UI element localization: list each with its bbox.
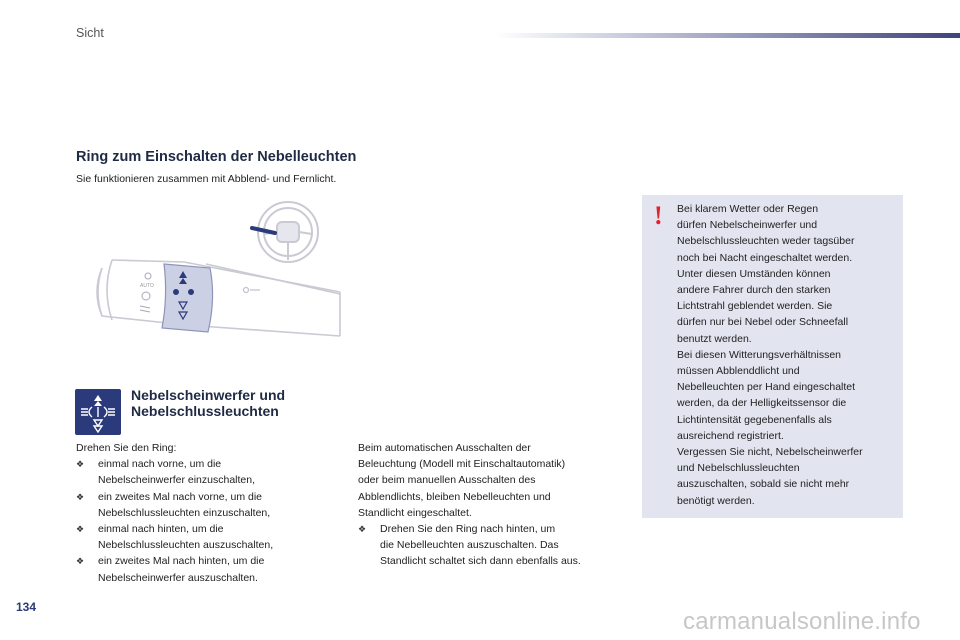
warning-line: und Nebelschlussleuchten — [677, 462, 800, 475]
warning-line: Vergessen Sie nicht, Nebelscheinwerfer — [677, 446, 863, 459]
bullet-icon: ❖ — [76, 556, 85, 567]
list-item — [76, 456, 346, 488]
list-item-line: Drehen Sie den Ring nach hinten, um — [380, 523, 556, 536]
warning-line: ausreichend registriert. — [677, 429, 784, 442]
paragraph-line: oder beim manuellen Ausschalten des — [358, 474, 536, 487]
warning-line: Lichtintensität gegebenenfalls als — [677, 413, 832, 426]
warning-line: benutzt werden. — [677, 332, 752, 345]
list-item — [76, 553, 346, 585]
warning-line: Bei diesen Witterungsverhältnissen — [677, 348, 842, 361]
paragraph-line: Beim automatischen Ausschalten der — [358, 442, 531, 454]
lever — [97, 260, 340, 336]
list-item-line: einmal nach vorne, um die — [98, 458, 222, 471]
warning-line: müssen Abblenddlicht und — [677, 365, 800, 378]
warning-line: dürfen nur bei Nebel oder Schneefall — [677, 316, 849, 329]
sub-heading-line-1: Nebelscheinwerfer und — [131, 387, 286, 403]
fog-ring-illustration — [88, 198, 348, 344]
middle-column — [358, 440, 628, 570]
bullet-icon: ❖ — [76, 491, 85, 502]
auto-label: AUTO — [140, 283, 154, 289]
list-item-line: ein zweites Mal nach hinten, um die — [98, 555, 265, 568]
warning-line: Nebelschlussleuchten weder tagsüber — [677, 235, 855, 248]
list-item-line: Nebelschlussleuchten auszuschalten, — [98, 539, 274, 552]
far-symbol — [244, 288, 261, 293]
warning-line: dürfen Nebelscheinwerfer und — [677, 219, 818, 232]
stalk-highlight — [252, 228, 275, 233]
warning-line: andere Fahrer durch den starken — [677, 284, 831, 297]
warning-icon: ! — [654, 201, 663, 230]
left-intro: Drehen Sie den Ring: — [76, 442, 177, 454]
paragraph-line: Abblendlichts, bleiben Nebelleuchten und — [358, 490, 551, 503]
page-title: Ring zum Einschalten der Nebelleuchten — [76, 149, 357, 165]
warning-line: Lichtstrahl geblendet werden. Sie — [677, 300, 833, 313]
paragraph-line: Beleuchtung (Modell mit Einschaltautomatik) — [358, 458, 566, 471]
warning-note — [642, 195, 903, 518]
list-item-line: einmal nach hinten, um die — [98, 523, 224, 536]
warning-line: Nebelleuchten per Hand eingeschaltet — [677, 381, 856, 394]
warning-line: benötigt werden. — [677, 494, 755, 507]
fog-light-icon — [75, 389, 121, 435]
list-item — [76, 521, 346, 553]
bullet-icon: ❖ — [358, 524, 367, 535]
bullet-icon: ❖ — [76, 524, 85, 535]
header-bar — [495, 33, 960, 38]
left-column — [76, 440, 346, 586]
warning-text — [677, 201, 863, 509]
list-item-line: Nebelschlussleuchten einzuschalten, — [98, 506, 271, 519]
watermark: carmanualsonline.info — [683, 608, 921, 635]
paragraph-line: Standlicht eingeschaltet. — [358, 506, 472, 519]
list-item — [358, 521, 628, 570]
list-item-line: Standlicht schaltet sich dann ebenfalls aus. — [380, 555, 581, 568]
light-symbols — [140, 273, 151, 312]
page-subtitle: Sie funktionieren zusammen mit Abblend- und Fernlicht. — [76, 173, 337, 185]
section-label: Sicht — [76, 26, 104, 40]
list-item-line: Nebelscheinwerfer auszuschalten. — [98, 571, 258, 584]
list-item-line: die Nebelleuchten auszuschalten. Das — [380, 539, 559, 552]
warning-line: auszuschalten, sobald sie nicht mehr — [677, 478, 850, 491]
sub-heading — [131, 387, 285, 419]
sub-heading-line-2: Nebelschlussleuchten — [131, 403, 279, 419]
list-item-line: ein zweites Mal nach vorne, um die — [98, 490, 262, 503]
page-number: 134 — [16, 600, 37, 614]
warning-line: noch bei Nacht eingeschaltet werden. — [677, 251, 853, 264]
warning-line: Unter diesen Umständen können — [677, 267, 831, 280]
list-item — [76, 489, 346, 521]
warning-line: werden, da der Helligkeitssensor die — [677, 397, 847, 410]
bullet-icon: ❖ — [76, 459, 85, 470]
list-item-line: Nebelscheinwerfer einzuschalten, — [98, 474, 256, 487]
fog-ring — [162, 264, 213, 332]
warning-line: Bei klarem Wetter oder Regen — [677, 203, 819, 215]
